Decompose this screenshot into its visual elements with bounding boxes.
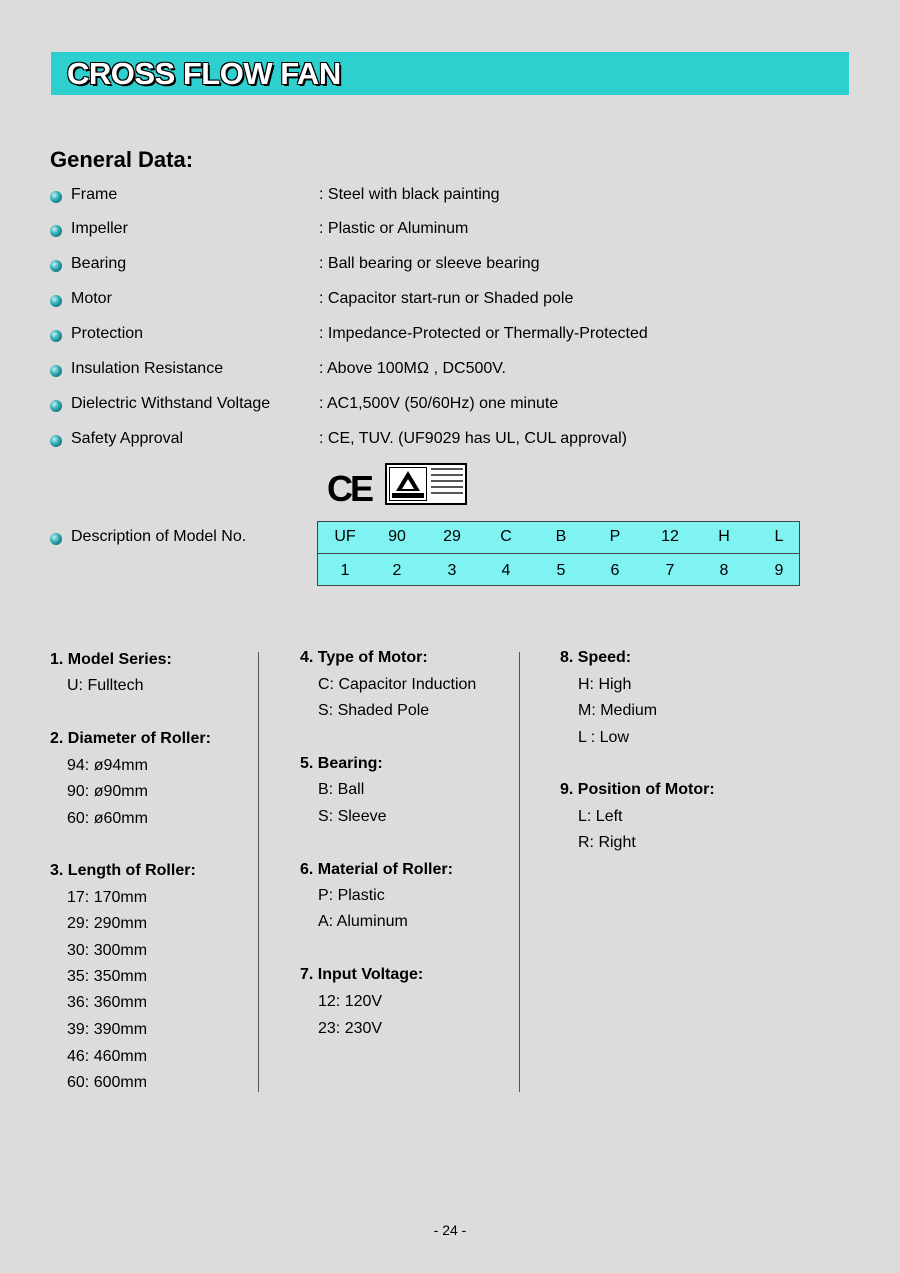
column-divider (258, 652, 259, 1092)
spec-value: : Above 100MΩ , DC500V. (319, 360, 506, 377)
legend-item: B: Ball (318, 781, 365, 798)
spec-value: : CE, TUV. (UF9029 has UL, CUL approval) (319, 430, 627, 447)
legend-item: 29: 290mm (67, 915, 148, 932)
spec-value: : Ball bearing or sleeve bearing (319, 255, 540, 272)
spec-value: : AC1,500V (50/60Hz) one minute (319, 395, 559, 412)
model-number-table (317, 521, 800, 586)
legend-item: 90: ø90mm (67, 783, 148, 800)
legend-item: L: Left (578, 808, 623, 825)
legend-item: L : Low (578, 729, 629, 746)
ce-mark-icon: CE (327, 468, 372, 509)
legend-item: M: Medium (578, 702, 658, 719)
spec-value: : Plastic or Aluminum (319, 220, 469, 237)
model-index-cell: 5 (556, 562, 566, 579)
model-index-cell: 6 (610, 562, 620, 579)
bullet-icon (50, 260, 62, 272)
page-number: - 24 - (433, 1222, 467, 1238)
legend-item: A: Aluminum (318, 913, 408, 930)
legend-heading: 3. Length of Roller: (50, 862, 196, 879)
bullet-icon (50, 435, 62, 447)
legend-item: 60: ø60mm (67, 810, 148, 827)
bullet-icon (50, 400, 62, 412)
legend-heading: 5. Bearing: (300, 755, 383, 772)
legend-heading: 7. Input Voltage: (300, 966, 424, 983)
model-code-cell: H (718, 528, 730, 545)
bullet-icon (50, 533, 62, 545)
spec-value: : Steel with black painting (319, 186, 500, 203)
legend-item: 17: 170mm (67, 889, 148, 906)
title-banner (51, 52, 849, 95)
legend-item: 60: 600mm (67, 1074, 148, 1091)
legend-item: 35: 350mm (67, 968, 148, 985)
model-index-cell: 7 (665, 562, 675, 579)
spec-label: Bearing (71, 255, 127, 272)
spec-label: Insulation Resistance (71, 360, 224, 377)
tuv-mark-icon (385, 463, 467, 505)
model-code-cell: UF (334, 528, 356, 545)
legend-item: R: Right (578, 834, 636, 851)
column-divider (519, 652, 520, 1092)
legend-item: 12: 120V (318, 993, 383, 1010)
spec-label: Safety Approval (71, 430, 184, 447)
legend-heading: 9. Position of Motor: (560, 781, 715, 798)
model-index-cell: 9 (774, 562, 784, 579)
legend-item: 36: 360mm (67, 994, 148, 1011)
legend-item: 30: 300mm (67, 942, 148, 959)
legend-item: S: Shaded Pole (318, 702, 430, 719)
model-index-cell: 3 (447, 562, 457, 579)
legend-heading: 1. Model Series: (50, 651, 172, 668)
legend-heading: 2. Diameter of Roller: (50, 730, 211, 747)
legend-item: 46: 460mm (67, 1048, 148, 1065)
legend-item: 23: 230V (318, 1020, 383, 1037)
legend-item: C: Capacitor Induction (318, 676, 477, 693)
legend-item: S: Sleeve (318, 808, 387, 825)
legend-item: U: Fulltech (67, 677, 144, 694)
model-description-label: Description of Model No. (71, 528, 247, 545)
model-index-cell: 4 (501, 562, 511, 579)
model-code-cell: B (555, 528, 567, 545)
model-index-cell: 1 (340, 562, 350, 579)
legend-heading: 8. Speed: (560, 649, 632, 666)
model-code-cell: 90 (388, 528, 406, 545)
model-index-cell: 8 (719, 562, 729, 579)
legend-item: H: High (578, 676, 632, 693)
bullet-icon (50, 365, 62, 377)
general-data-heading: General Data: (50, 147, 194, 172)
legend-heading: 6. Material of Roller: (300, 861, 453, 878)
spec-value: : Impedance-Protected or Thermally-Protected (319, 325, 648, 342)
model-index-cell: 2 (392, 562, 402, 579)
legend-heading: 4. Type of Motor: (300, 649, 428, 666)
bullet-icon (50, 191, 62, 203)
spec-label: Motor (71, 290, 112, 307)
spec-label: Frame (71, 186, 118, 203)
legend-item: P: Plastic (318, 887, 385, 904)
legend-item: 39: 390mm (67, 1021, 148, 1038)
spec-label: Dielectric Withstand Voltage (71, 395, 271, 412)
spec-label: Protection (71, 325, 144, 342)
bullet-icon (50, 225, 62, 237)
spec-label: Impeller (71, 220, 128, 237)
model-code-cell: P (609, 528, 621, 545)
page-title: CROSS FLOW FAN (67, 56, 341, 91)
bullet-icon (50, 295, 62, 307)
model-code-cell: 29 (443, 528, 461, 545)
model-code-cell: L (774, 528, 784, 545)
model-code-cell: C (500, 528, 512, 545)
model-code-cell: 12 (661, 528, 679, 545)
legend-item: 94: ø94mm (67, 757, 148, 774)
bullet-icon (50, 330, 62, 342)
spec-value: : Capacitor start-run or Shaded pole (319, 290, 574, 307)
